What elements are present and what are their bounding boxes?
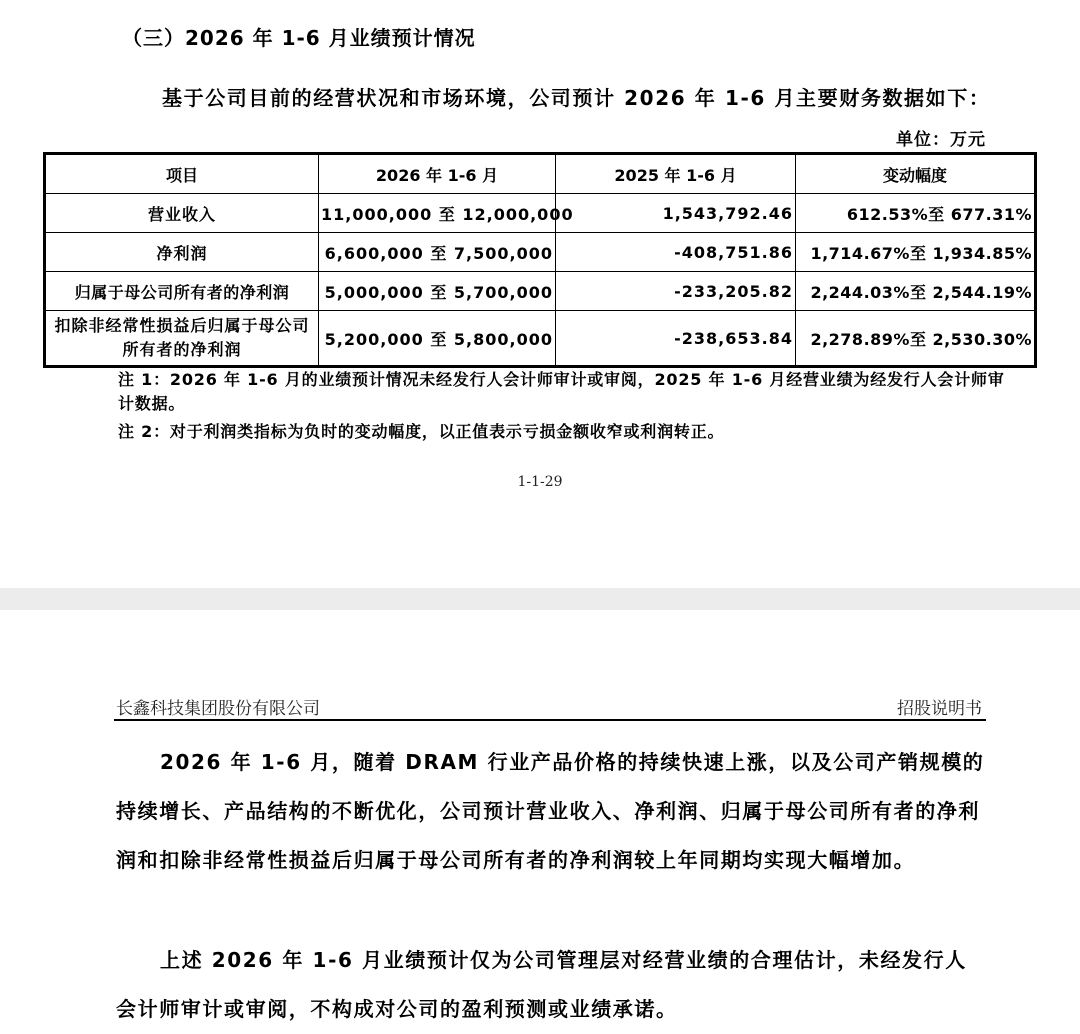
section-title: （三）2026 年 1-6 月业绩预计情况 [122,26,476,50]
company-name-header: 长鑫科技集团股份有限公司 [116,699,320,719]
footnote-2: 注 2：对于利润类指标为负时的变动幅度，以正值表示亏损金额收窄或利润转正。 [118,422,725,441]
table-header-row [45,154,1036,194]
page-separator [0,588,1080,610]
cell-change: 1,714.67%至 1,934.85% [796,233,1036,272]
intro-paragraph: 基于公司目前的经营状况和市场环境，公司预计 2026 年 1-6 月主要财务数据如下： [162,86,991,110]
document-type-header: 招股说明书 [897,699,982,719]
page-number: 1-1-29 [517,474,563,490]
cell-2026: 5,000,000 至 5,700,000 [319,272,556,311]
cell-2025: -238,653.84 [556,311,796,367]
cell-change: 2,278.89%至 2,530.30% [796,311,1036,367]
cell-change: 2,244.03%至 2,544.19% [796,272,1036,311]
body-paragraph: 上述 2026 年 1-6 月业绩预计仅为公司管理层对经营业绩的合理估计，未经发行人会计师审计或审阅，不构成对公司的盈利预测或业绩承诺。 [116,948,967,1021]
body-paragraph: 2026 年 1-6 月，随着 DRAM 行业产品价格的持续快速上涨，以及公司产销规模的持续增长、产品结构的不断优化，公司预计营业收入、净利润、归属于母公司所有者的净利润和扣除非经常性损益后归属于母公司所有者的净利润较上年同期均实现大幅增加。 [116,750,985,872]
header-item: 项目 [45,154,319,194]
table-row [45,311,1036,367]
table-row [45,194,1036,233]
table-row [45,233,1036,272]
cell-change: 612.53%至 677.31% [796,194,1036,233]
cell-item: 营业收入 [45,194,319,233]
footnote-1: 注 1：2026 年 1-6 月的业绩预计情况未经发行人会计师审计或审阅，2025 年 1-6 月经营业绩为经发行人会计师审计数据。 [118,370,1005,413]
header-change: 变动幅度 [796,154,1036,194]
header-2026: 2026 年 1-6 月 [319,154,556,194]
header-2025: 2025 年 1-6 月 [556,154,796,194]
cell-2026: 5,200,000 至 5,800,000 [319,311,556,367]
header-rule [114,719,986,721]
document-page-2 [0,610,1080,1025]
cell-item: 扣除非经常性损益后归属于母公司所有者的净利润 [45,311,319,367]
cell-2025: 1,543,792.46 [556,194,796,233]
cell-2025: -408,751.86 [556,233,796,272]
unit-label: 单位：万元 [896,130,986,150]
financial-forecast-table [43,152,1037,368]
cell-item: 归属于母公司所有者的净利润 [45,272,319,311]
cell-2026: 11,000,000 至 12,000,000 [319,194,556,233]
table-row [45,272,1036,311]
cell-item: 净利润 [45,233,319,272]
cell-2026: 6,600,000 至 7,500,000 [319,233,556,272]
cell-2025: -233,205.82 [556,272,796,311]
